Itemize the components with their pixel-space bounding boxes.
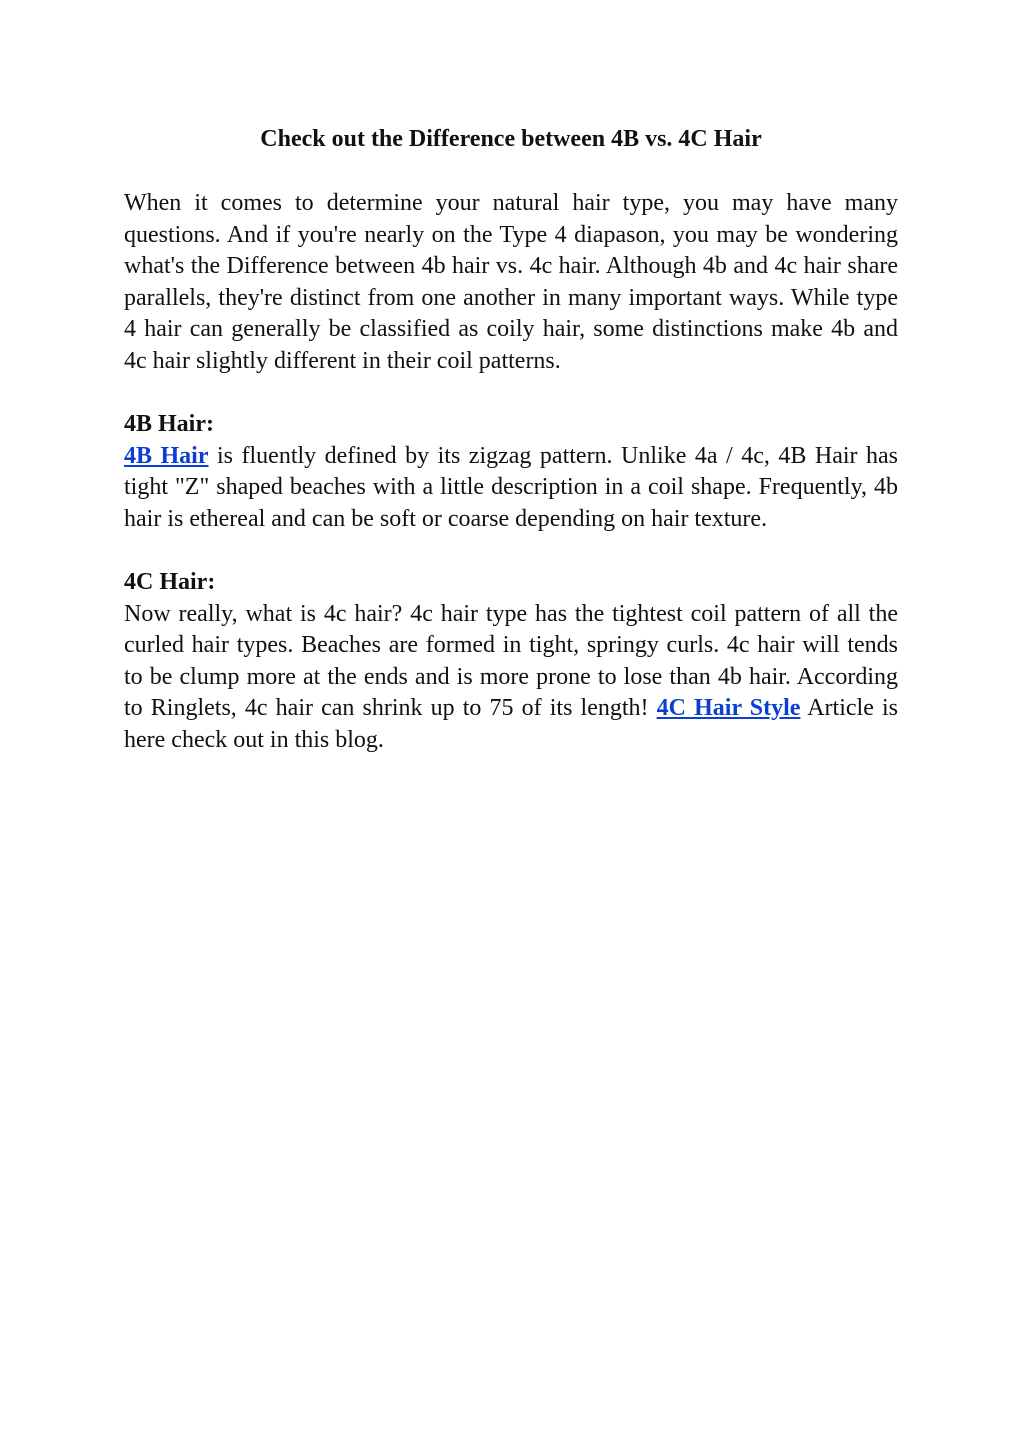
4c-hair-style-link[interactable]: 4C Hair Style [656,695,801,721]
section-4b-paragraph [124,441,898,536]
document-title: Check out the Difference between 4B vs. 4C Hair [260,126,762,152]
section-4b-heading: 4B Hair: [124,411,214,437]
section-4b-text: is fluently defined by its zigzag pattern. Unlike 4a / 4c, 4B Hair has tight "Z" shaped beaches with a little description in a coil shape. Frequently, 4b hair is ethereal and can be soft or coarse depending on hair texture. [124,442,898,532]
4b-hair-link[interactable]: 4B Hair [124,442,209,469]
section-4b [124,409,898,535]
section-4c-text: Now really, what is 4c hair? 4c hair type has the tightest coil pattern of all the curled hair types. Beaches are formed in tight, springy curls. 4c hair will tends to be clump more at the ends and is more prone to lose than 4b hair. According to Ringlets, 4c hair can shrink up to 75 of its length! [124,600,898,721]
intro-paragraph: When it comes to determine your natural hair type, you may have many questions. And if you're nearly on the Type 4 diapason, you may be wondering what's the Difference between 4b hair vs. 4c hair. Although 4b and 4c hair share parallels, they're distinct from one another in many important ways. While type 4 hair can generally be classified as coily hair, some distinctions make 4b and 4c hair slightly different in their coil patterns. [124,190,898,374]
section-4c-paragraph [124,599,898,757]
document-page [124,122,898,756]
section-4c-text-after: Article is here check out in this blog. [124,695,898,753]
section-4c [124,567,898,756]
section-4c-heading: 4C Hair: [124,569,216,595]
